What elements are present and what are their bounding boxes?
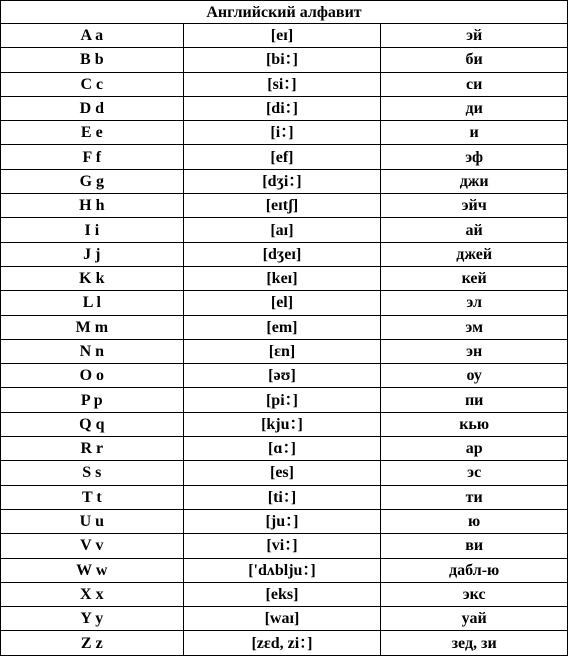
russian-reading-cell: ар — [381, 437, 568, 461]
table-row — [1, 169, 568, 193]
transcription-cell: [dʒeɪ] — [183, 242, 381, 266]
letter-cell: U u — [1, 509, 184, 533]
transcription-cell: [el] — [183, 291, 381, 315]
table-row — [1, 315, 568, 339]
letter-cell: A a — [1, 24, 184, 48]
russian-reading-cell: пи — [381, 388, 568, 412]
letter-cell: W w — [1, 558, 184, 582]
letter-cell: X x — [1, 582, 184, 606]
transcription-cell: [em] — [183, 315, 381, 339]
transcription-cell: [ti：] — [183, 485, 381, 509]
russian-reading-cell: эф — [381, 145, 568, 169]
table-row — [1, 145, 568, 169]
russian-reading-cell: зед, зи — [381, 631, 568, 655]
letter-cell: I i — [1, 218, 184, 242]
russian-reading-cell: эйч — [381, 194, 568, 218]
letter-cell: Y y — [1, 607, 184, 631]
table-row — [1, 121, 568, 145]
russian-reading-cell: джи — [381, 169, 568, 193]
table-row — [1, 24, 568, 48]
russian-reading-cell: эй — [381, 24, 568, 48]
table-row — [1, 218, 568, 242]
table-row — [1, 96, 568, 120]
russian-reading-cell: ди — [381, 96, 568, 120]
russian-reading-cell: эм — [381, 315, 568, 339]
transcription-cell: [vi：] — [183, 534, 381, 558]
table-row — [1, 461, 568, 485]
letter-cell: P p — [1, 388, 184, 412]
transcription-cell: [bi：] — [183, 48, 381, 72]
table-row — [1, 631, 568, 655]
table-title: Английский алфавит — [1, 1, 568, 24]
transcription-cell: [ef] — [183, 145, 381, 169]
transcription-cell: [es] — [183, 461, 381, 485]
russian-reading-cell: кей — [381, 266, 568, 290]
letter-cell: M m — [1, 315, 184, 339]
table-row — [1, 388, 568, 412]
russian-reading-cell: джей — [381, 242, 568, 266]
russian-reading-cell: уай — [381, 607, 568, 631]
russian-reading-cell: ти — [381, 485, 568, 509]
transcription-cell: [aɪ] — [183, 218, 381, 242]
table-row — [1, 437, 568, 461]
table-row — [1, 509, 568, 533]
table-row — [1, 607, 568, 631]
russian-reading-cell: си — [381, 72, 568, 96]
table-row — [1, 72, 568, 96]
letter-cell: H h — [1, 194, 184, 218]
transcription-cell: [pi：] — [183, 388, 381, 412]
transcription-cell: [i：] — [183, 121, 381, 145]
transcription-cell: [ju：] — [183, 509, 381, 533]
russian-reading-cell: эс — [381, 461, 568, 485]
table-row — [1, 364, 568, 388]
letter-cell: O o — [1, 364, 184, 388]
table-row — [1, 534, 568, 558]
letter-cell: R r — [1, 437, 184, 461]
letter-cell: F f — [1, 145, 184, 169]
russian-reading-cell: экс — [381, 582, 568, 606]
transcription-cell: [zɛd, zi：] — [183, 631, 381, 655]
russian-reading-cell: эн — [381, 339, 568, 363]
letter-cell: N n — [1, 339, 184, 363]
transcription-cell: [eɪ] — [183, 24, 381, 48]
russian-reading-cell: эл — [381, 291, 568, 315]
transcription-cell: [eks] — [183, 582, 381, 606]
transcription-cell: [kju：] — [183, 412, 381, 436]
table-row — [1, 412, 568, 436]
table-row — [1, 242, 568, 266]
letter-cell: V v — [1, 534, 184, 558]
letter-cell: B b — [1, 48, 184, 72]
letter-cell: J j — [1, 242, 184, 266]
alphabet-rows — [1, 24, 568, 656]
transcription-cell: [keɪ] — [183, 266, 381, 290]
transcription-cell: [əʊ] — [183, 364, 381, 388]
table-row — [1, 339, 568, 363]
table-row — [1, 266, 568, 290]
transcription-cell: [si：] — [183, 72, 381, 96]
table-row — [1, 558, 568, 582]
transcription-cell: [di：] — [183, 96, 381, 120]
letter-cell: L l — [1, 291, 184, 315]
transcription-cell: [ɑ：] — [183, 437, 381, 461]
russian-reading-cell: и — [381, 121, 568, 145]
table-row — [1, 582, 568, 606]
title-row — [1, 1, 568, 24]
russian-reading-cell: кью — [381, 412, 568, 436]
table-row — [1, 48, 568, 72]
letter-cell: K k — [1, 266, 184, 290]
transcription-cell: [eɪtʃ] — [183, 194, 381, 218]
russian-reading-cell: ю — [381, 509, 568, 533]
transcription-cell: [waɪ] — [183, 607, 381, 631]
letter-cell: S s — [1, 461, 184, 485]
russian-reading-cell: дабл-ю — [381, 558, 568, 582]
letter-cell: E e — [1, 121, 184, 145]
letter-cell: G g — [1, 169, 184, 193]
russian-reading-cell: ви — [381, 534, 568, 558]
table-row — [1, 485, 568, 509]
letter-cell: Z z — [1, 631, 184, 655]
letter-cell: D d — [1, 96, 184, 120]
letter-cell: T t — [1, 485, 184, 509]
russian-reading-cell: ай — [381, 218, 568, 242]
transcription-cell: [ɛn] — [183, 339, 381, 363]
letter-cell: C c — [1, 72, 184, 96]
transcription-cell: ['dʌblju：] — [183, 558, 381, 582]
table-row — [1, 291, 568, 315]
russian-reading-cell: оу — [381, 364, 568, 388]
letter-cell: Q q — [1, 412, 184, 436]
russian-reading-cell: би — [381, 48, 568, 72]
transcription-cell: [dʒi：] — [183, 169, 381, 193]
table-row — [1, 194, 568, 218]
